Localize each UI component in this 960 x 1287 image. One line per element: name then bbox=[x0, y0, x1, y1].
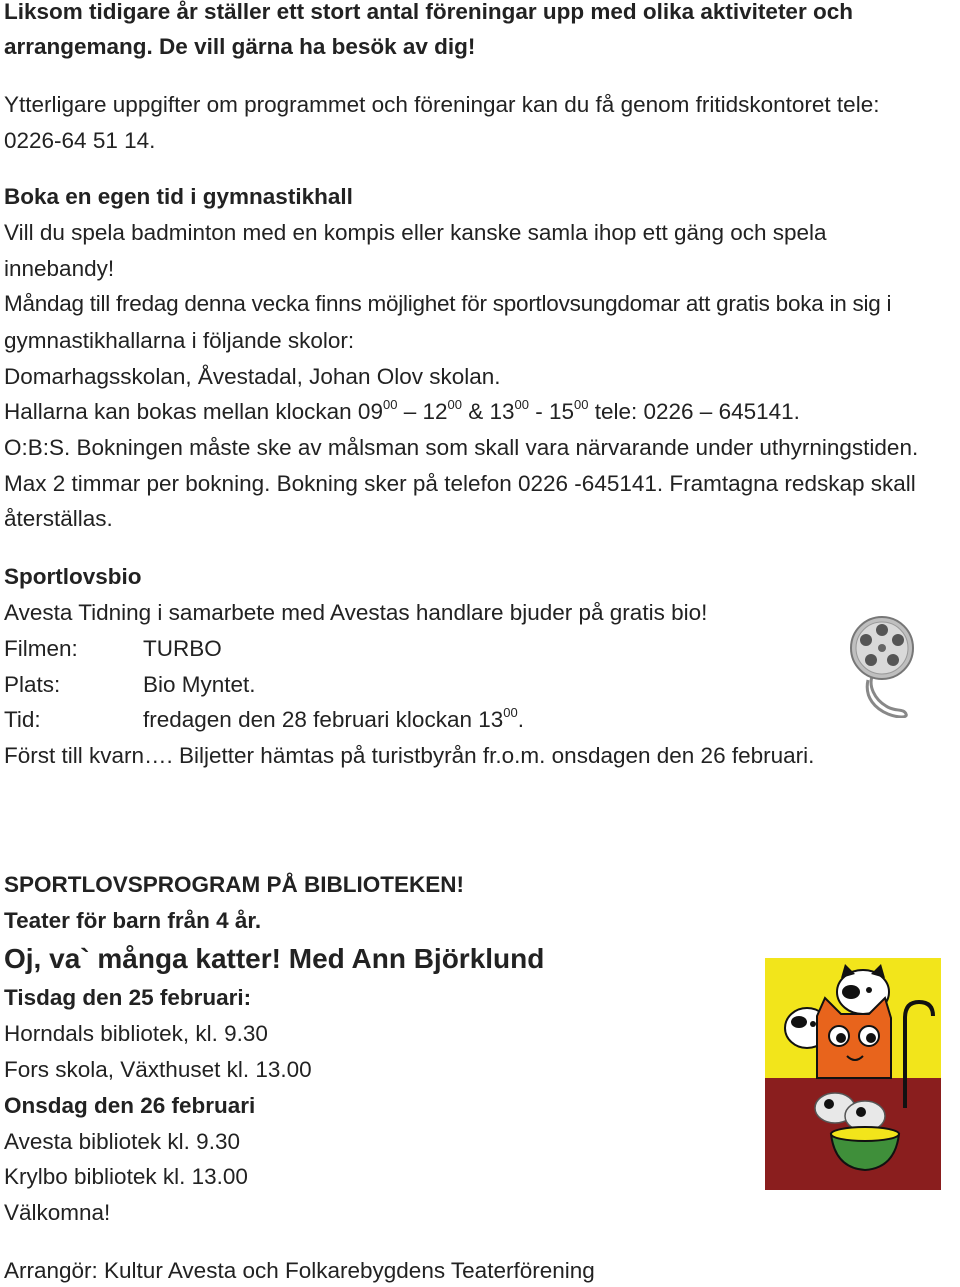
library-day-2: Onsdag den 26 februari bbox=[4, 1093, 256, 1118]
hours-text: - 15 bbox=[528, 399, 574, 424]
hours-sup: 00 bbox=[574, 397, 589, 412]
intro-line-4: 0226-64 51 14. bbox=[4, 128, 156, 153]
library-day1-item-1: Horndals bibliotek, kl. 9.30 bbox=[4, 1021, 268, 1046]
gym-notice: O:B:S. Bokningen måste ske av målsman som skall vara närvarande under uthyrningstiden. bbox=[4, 435, 919, 460]
intro-line-1: Liksom tidigare år ställer ett stort antal föreningar upp med olika aktiviteter och bbox=[4, 0, 853, 24]
library-day2-item-2: Krylbo bibliotek kl. 13.00 bbox=[4, 1164, 248, 1189]
library-sub: Teater för barn från 4 år. bbox=[4, 908, 262, 933]
library-day2-item-1: Avesta bibliotek kl. 9.30 bbox=[4, 1129, 240, 1154]
gym-schools: Domarhagsskolan, Åvestadal, Johan Olov skolan. bbox=[4, 364, 501, 389]
library-organizer: Arrangör: Kultur Avesta och Folkarebygdens Teaterförening bbox=[4, 1258, 595, 1283]
film-label: Filmen: bbox=[4, 636, 78, 661]
bio-line-5: Först till kvarn…. Biljetter hämtas på turistbyrån fr.o.m. onsdagen den 26 februari. bbox=[4, 743, 815, 768]
library-day1-item-2: Fors skola, Växthuset kl. 13.00 bbox=[4, 1057, 312, 1082]
time-sup: 00 bbox=[503, 705, 518, 720]
gym-line-4: gymnastikhallarna i följande skolor: bbox=[4, 328, 355, 353]
hours-sup: 00 bbox=[382, 397, 398, 412]
library-title: Oj, va` många katter! Med Ann Björklund bbox=[4, 943, 545, 974]
time-label: Tid: bbox=[4, 707, 41, 732]
gym-rules: Max 2 timmar per bokning. Bokning sker på telefon 0226 -645141. Framtagna redskap skall bbox=[4, 471, 916, 496]
intro-line-2: arrangemang. De vill gärna ha besök av dig! bbox=[4, 34, 476, 59]
bio-place bbox=[4, 671, 256, 699]
place-label: Plats: bbox=[4, 672, 61, 697]
hours-sup: 00 bbox=[447, 397, 462, 412]
gym-hours bbox=[4, 398, 800, 426]
bio-heading: Sportlovsbio bbox=[4, 564, 142, 589]
film-value: TURBO bbox=[143, 636, 222, 661]
hours-text: & 13 bbox=[461, 399, 515, 424]
time-end: . bbox=[517, 707, 524, 732]
gym-line-1: Vill du spela badminton med en kompis eller kanske samla ihop ett gäng och spela bbox=[4, 220, 827, 245]
hours-text: Hallarna kan bokas mellan klockan 09 bbox=[4, 399, 383, 424]
library-welcome: Välkomna! bbox=[4, 1200, 111, 1225]
intro-line-3: Ytterligare uppgifter om programmet och föreningar kan du få genom fritidskontoret tele: bbox=[4, 92, 880, 117]
bio-line-1: Avesta Tidning i samarbete med Avestas handlare bjuder på gratis bio! bbox=[4, 600, 708, 625]
gym-line-3: Måndag till fredag denna vecka finns möjlighet för sportlovsungdomar att gratis boka in sig i bbox=[4, 291, 892, 316]
library-heading: SPORTLOVSPROGRAM PÅ BIBLIOTEKEN! bbox=[4, 872, 465, 897]
film-reel-icon bbox=[846, 614, 918, 718]
gym-heading: Boka en egen tid i gymnastikhall bbox=[4, 184, 353, 209]
gym-line-2: innebandy! bbox=[4, 256, 115, 281]
time-value: fredagen den 28 februari klockan 13 bbox=[143, 707, 504, 732]
hours-sup: 00 bbox=[514, 397, 529, 412]
bio-film bbox=[4, 635, 222, 663]
hours-text: – 12 bbox=[397, 399, 448, 424]
hours-text: tele: 0226 – 645141. bbox=[588, 399, 800, 424]
place-value: Bio Myntet. bbox=[143, 672, 256, 697]
gym-rules-end: återställas. bbox=[4, 506, 113, 531]
bio-time bbox=[4, 706, 524, 734]
library-day-1: Tisdag den 25 februari: bbox=[4, 985, 252, 1010]
cats-poster-illustration bbox=[765, 958, 941, 1190]
